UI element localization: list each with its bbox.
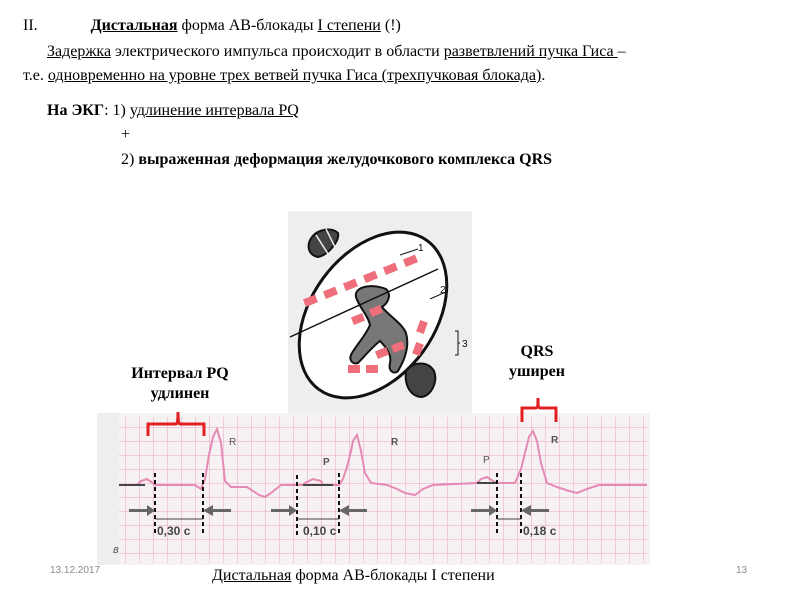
diagram-label-3: 3 bbox=[462, 339, 468, 350]
title-line bbox=[23, 16, 401, 36]
ekg-label: На ЭКГ bbox=[47, 102, 105, 119]
delay-text: электрического импульса происходит в области bbox=[111, 43, 444, 60]
ekg-item2-line bbox=[121, 150, 552, 170]
pq-callout-line1: Интервал PQ bbox=[131, 365, 229, 382]
caption-distal: Дистальная bbox=[212, 567, 292, 584]
ekg-line bbox=[47, 101, 299, 121]
ekg-item1-number: : 1) bbox=[104, 102, 130, 119]
trifascicular-text: одновременно на уровне трех ветвей пучка Гиса (трехпучковая блокада) bbox=[47, 67, 542, 84]
trifascicular-line bbox=[23, 66, 545, 86]
title-form: форма АВ-блокады bbox=[177, 17, 318, 34]
ecg-label-r1: R bbox=[229, 437, 237, 448]
title-degree: I степени bbox=[317, 17, 381, 34]
ie-text: т.е. bbox=[23, 67, 48, 84]
ekg-item2-number: 2) bbox=[121, 151, 139, 168]
period: . bbox=[541, 67, 546, 84]
title-exclaim: (!) bbox=[380, 17, 401, 34]
interval-1: 0,30 с bbox=[157, 524, 191, 538]
ecg-label-r3: R bbox=[551, 435, 559, 446]
ekg-plus: + bbox=[121, 126, 131, 143]
section-numeral: II. bbox=[23, 17, 38, 34]
caption-rest: форма АВ-блокады I степени bbox=[291, 567, 495, 584]
delay-word: Задержка bbox=[47, 43, 112, 60]
qrs-callout-line1: QRS bbox=[520, 343, 554, 360]
qrs-callout bbox=[492, 342, 582, 382]
delay-dash: – bbox=[617, 43, 626, 60]
ecg-label-p2: P bbox=[323, 457, 330, 468]
caption bbox=[212, 566, 495, 586]
page-number: 13 bbox=[736, 565, 748, 576]
ekg-item1: удлинение интервала PQ bbox=[129, 102, 299, 119]
delay-line bbox=[47, 42, 626, 62]
pq-callout bbox=[112, 364, 248, 404]
pq-callout-line2: удлинен bbox=[150, 385, 210, 402]
interval-3: 0,18 с bbox=[523, 524, 557, 538]
qrs-callout-line2: уширен bbox=[509, 363, 565, 380]
ecg-label-p3: P bbox=[483, 455, 490, 466]
footer-date: 13.12.2017 bbox=[50, 565, 101, 576]
ekg-item2: выраженная деформация желудочкового комплекса QRS bbox=[138, 151, 553, 168]
ecg-label-r2: R bbox=[391, 437, 399, 448]
heart-conduction-diagram bbox=[288, 211, 472, 414]
ecg-strip bbox=[97, 413, 650, 565]
diagram-label-1: 1 bbox=[418, 243, 424, 254]
his-branches: разветвлений пучка Гиса bbox=[443, 43, 618, 60]
panel-label: в bbox=[113, 544, 119, 556]
diagram-label-2: 2 bbox=[440, 285, 446, 296]
title-distal: Дистальная bbox=[90, 17, 178, 34]
interval-2: 0,10 с bbox=[303, 524, 337, 538]
